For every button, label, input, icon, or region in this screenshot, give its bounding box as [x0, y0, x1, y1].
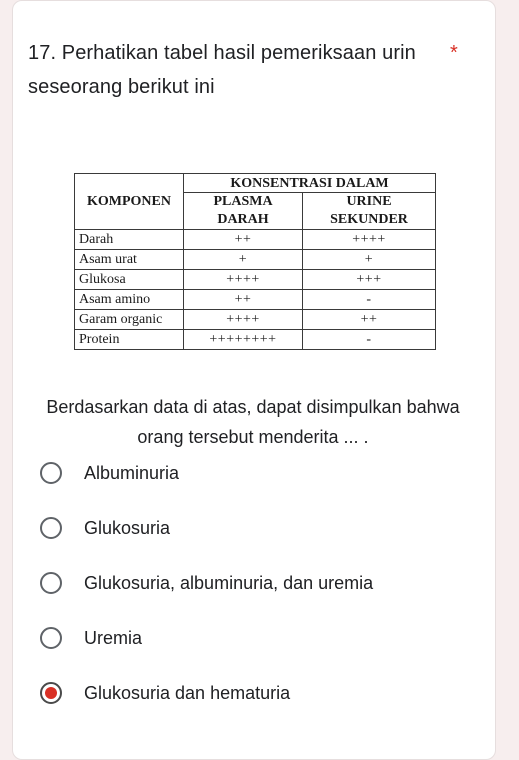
- table-row: [75, 290, 436, 310]
- row-plasma: +: [184, 250, 303, 270]
- row-name: Darah: [75, 230, 184, 250]
- row-plasma: ++++: [184, 270, 303, 290]
- table-row: [75, 310, 436, 330]
- table-row: [75, 330, 436, 350]
- row-urine: +: [303, 250, 436, 270]
- option-glukosuria-hematuria[interactable]: [40, 680, 290, 706]
- radio-button-selected[interactable]: [40, 682, 62, 704]
- header-urine-text: URINE SEKUNDER: [330, 194, 408, 227]
- row-urine: +++: [303, 270, 436, 290]
- radio-button[interactable]: [40, 517, 62, 539]
- option-label: Albuminuria: [84, 462, 180, 483]
- header-component-text: KOMPONEN: [87, 193, 171, 209]
- row-name: Glukosa: [75, 270, 184, 290]
- row-name: Asam urat: [75, 250, 184, 270]
- required-marker: *: [450, 42, 458, 64]
- radio-button[interactable]: [40, 572, 62, 594]
- table-row: [75, 230, 436, 250]
- row-urine: ++++: [303, 230, 436, 250]
- option-uremia[interactable]: [40, 625, 142, 651]
- radio-button[interactable]: [40, 627, 62, 649]
- option-label: Glukosuria, albuminuria, dan uremia: [84, 572, 374, 593]
- row-plasma: ++++++++: [184, 330, 303, 350]
- option-albuminuria[interactable]: [40, 460, 179, 486]
- row-plasma: ++: [184, 230, 303, 250]
- row-plasma: ++: [184, 290, 303, 310]
- selected-dot: [45, 687, 57, 699]
- row-urine: -: [303, 290, 436, 310]
- row-name: Garam organic: [75, 310, 184, 330]
- radio-button[interactable]: [40, 462, 62, 484]
- row-plasma: ++++: [184, 310, 303, 330]
- row-name: Asam amino: [75, 290, 184, 310]
- data-table-image: [74, 173, 436, 348]
- header-component: [75, 174, 184, 230]
- option-label: Glukosuria: [84, 517, 171, 538]
- question-text: 17. Perhatikan tabel hasil pemeriksaan urin seseorang berikut ini: [28, 42, 416, 98]
- header-concentration: KONSENTRASI DALAM: [184, 174, 436, 193]
- option-label: Uremia: [84, 627, 143, 648]
- row-urine: -: [303, 330, 436, 350]
- header-urine: [303, 193, 436, 230]
- row-name: Protein: [75, 330, 184, 350]
- header-plasma-text: PLASMA DARAH: [213, 194, 273, 227]
- data-table: [74, 173, 436, 350]
- table-row: [75, 250, 436, 270]
- question-description: Berdasarkan data di atas, dapat disimpulkan bahwa orang tersebut menderita ... .: [46, 397, 460, 447]
- option-glukosuria-albuminuria-uremia[interactable]: [40, 570, 373, 596]
- header-plasma: [184, 193, 303, 230]
- option-label: Glukosuria dan hematuria: [84, 682, 291, 703]
- option-glukosuria[interactable]: [40, 515, 170, 541]
- row-urine: ++: [303, 310, 436, 330]
- table-row: [75, 270, 436, 290]
